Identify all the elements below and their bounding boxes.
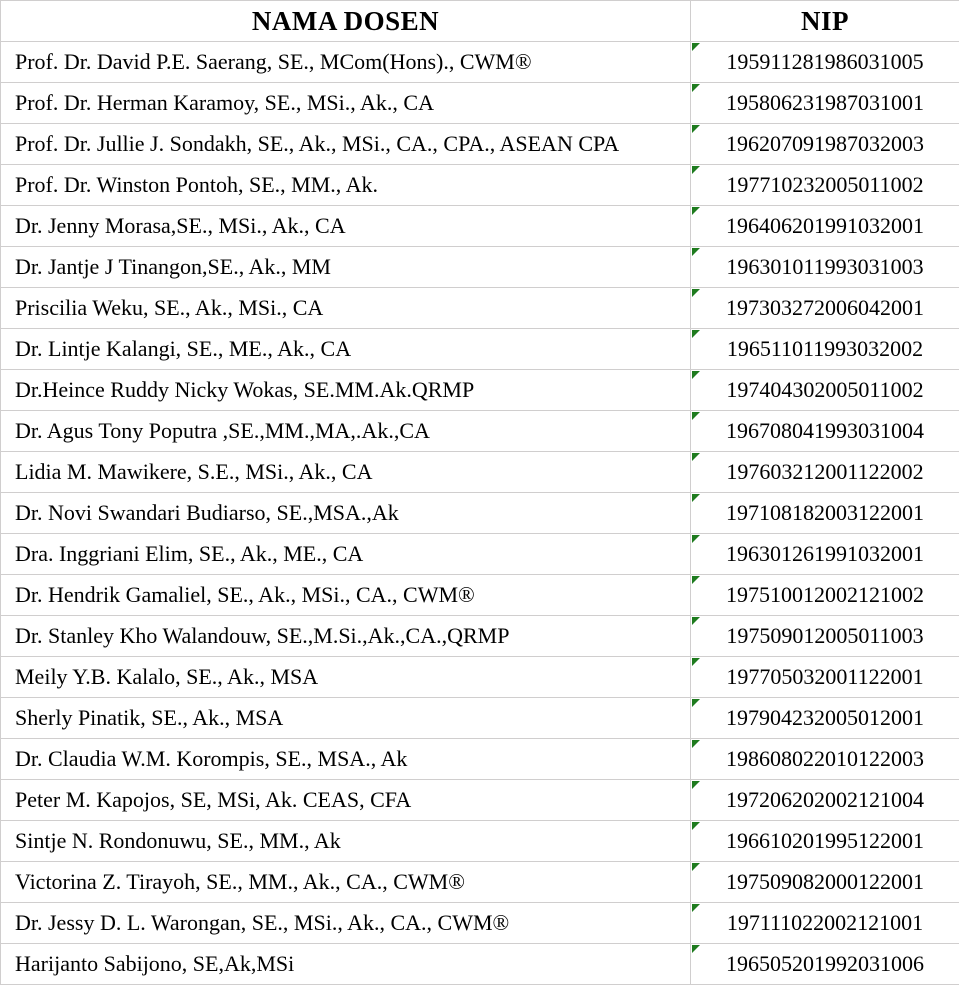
lecturer-name-text: Priscilia Weku, SE., Ak., MSi., CA <box>15 295 324 320</box>
excel-error-indicator-icon <box>692 822 700 830</box>
nip-cell[interactable] <box>691 657 959 698</box>
lecturer-name-text: Victorina Z. Tirayoh, SE., MM., Ak., CA., CWM® <box>15 869 465 894</box>
excel-error-indicator-icon <box>692 371 700 379</box>
nip-value-text: 197509012005011003 <box>726 623 924 648</box>
nip-value-text: 197404302005011002 <box>726 377 924 402</box>
excel-error-indicator-icon <box>692 166 700 174</box>
excel-error-indicator-icon <box>692 494 700 502</box>
nip-value-text: 196207091987032003 <box>726 131 924 156</box>
lecturer-name-text: Prof. Dr. Winston Pontoh, SE., MM., Ak. <box>15 172 378 197</box>
lecturer-name-text: Dr. Jessy D. L. Warongan, SE., MSi., Ak., CA., CWM® <box>15 910 510 935</box>
lecturer-name-text: Dr. Agus Tony Poputra ,SE.,MM.,MA,.Ak.,CA <box>15 418 430 443</box>
lecturer-name-cell[interactable] <box>1 124 691 165</box>
excel-error-indicator-icon <box>692 904 700 912</box>
nip-cell[interactable] <box>691 370 959 411</box>
excel-error-indicator-icon <box>692 330 700 338</box>
nip-value-text: 196301261991032001 <box>726 541 924 566</box>
lecturer-name-text: Dr. Jenny Morasa,SE., MSi., Ak., CA <box>15 213 346 238</box>
lecturer-name-text: Prof. Dr. Herman Karamoy, SE., MSi., Ak., CA <box>15 90 434 115</box>
table-row <box>1 698 959 739</box>
excel-error-indicator-icon <box>692 43 700 51</box>
nip-cell[interactable] <box>691 534 959 575</box>
table-row <box>1 370 959 411</box>
lecturer-name-text: Dr. Lintje Kalangi, SE., ME., Ak., CA <box>15 336 352 361</box>
nip-cell[interactable] <box>691 165 959 206</box>
excel-error-indicator-icon <box>692 781 700 789</box>
table-row <box>1 862 959 903</box>
nip-cell[interactable] <box>691 862 959 903</box>
excel-error-indicator-icon <box>692 125 700 133</box>
nip-cell[interactable] <box>691 452 959 493</box>
lecturer-name-text: Meily Y.B. Kalalo, SE., Ak., MSA <box>15 664 319 689</box>
lecturer-name-text: Prof. Dr. David P.E. Saerang, SE., MCom(Hons)., CWM® <box>15 49 532 74</box>
nip-cell[interactable] <box>691 780 959 821</box>
lecturer-name-cell[interactable] <box>1 411 691 452</box>
nip-cell[interactable] <box>691 247 959 288</box>
nip-cell[interactable] <box>691 698 959 739</box>
excel-error-indicator-icon <box>692 617 700 625</box>
nip-cell[interactable] <box>691 206 959 247</box>
table-row <box>1 903 959 944</box>
lecturer-name-text: Harijanto Sabijono, SE,Ak,MSi <box>15 951 295 976</box>
lecturer-name-cell[interactable] <box>1 452 691 493</box>
excel-error-indicator-icon <box>692 535 700 543</box>
nip-cell[interactable] <box>691 493 959 534</box>
table-row <box>1 739 959 780</box>
nip-cell[interactable] <box>691 83 959 124</box>
nip-value-text: 197603212001122002 <box>726 459 924 484</box>
lecturer-name-cell[interactable] <box>1 944 691 985</box>
nip-cell[interactable] <box>691 288 959 329</box>
lecturer-name-text: Dr. Hendrik Gamaliel, SE., Ak., MSi., CA., CWM® <box>15 582 475 607</box>
lecturer-name-cell[interactable] <box>1 698 691 739</box>
column-header-nama-dosen[interactable]: NAMA DOSEN <box>1 1 691 42</box>
table-row <box>1 616 959 657</box>
lecturer-name-text: Dr. Jantje J Tinangon,SE., Ak., MM <box>15 254 331 279</box>
nip-value-text: 195911281986031005 <box>726 49 924 74</box>
excel-error-indicator-icon <box>692 207 700 215</box>
lecturer-name-cell[interactable] <box>1 862 691 903</box>
lecturer-name-text: Sherly Pinatik, SE., Ak., MSA <box>15 705 284 730</box>
table-row <box>1 124 959 165</box>
lecturer-name-cell[interactable] <box>1 780 691 821</box>
table-row <box>1 944 959 985</box>
nip-cell[interactable] <box>691 821 959 862</box>
excel-error-indicator-icon <box>692 289 700 297</box>
nip-value-text: 197111022002121001 <box>726 910 924 935</box>
lecturer-name-text: Dr.Heince Ruddy Nicky Wokas, SE.MM.Ak.QRMP <box>15 377 475 402</box>
excel-error-indicator-icon <box>692 658 700 666</box>
nip-cell[interactable] <box>691 616 959 657</box>
lecturer-name-cell[interactable] <box>1 288 691 329</box>
lecturer-name-text: Prof. Dr. Jullie J. Sondakh, SE., Ak., MSi., CA., CPA., ASEAN CPA <box>15 131 620 156</box>
lecturer-name-text: Sintje N. Rondonuwu, SE., MM., Ak <box>15 828 341 853</box>
lecturer-name-cell[interactable] <box>1 739 691 780</box>
table-row <box>1 452 959 493</box>
nip-value-text: 196406201991032001 <box>726 213 924 238</box>
lecturer-name-cell[interactable] <box>1 329 691 370</box>
lecturer-name-cell[interactable] <box>1 493 691 534</box>
lecturer-name-cell[interactable] <box>1 616 691 657</box>
table-row <box>1 206 959 247</box>
excel-error-indicator-icon <box>692 248 700 256</box>
lecturer-name-cell[interactable] <box>1 83 691 124</box>
nip-value-text: 196708041993031004 <box>726 418 924 443</box>
nip-cell[interactable] <box>691 42 959 83</box>
lecturer-name-cell[interactable] <box>1 165 691 206</box>
lecturer-name-cell[interactable] <box>1 370 691 411</box>
lecturer-name-cell[interactable] <box>1 575 691 616</box>
table-row <box>1 83 959 124</box>
nip-cell[interactable] <box>691 739 959 780</box>
nip-value-text: 196301011993031003 <box>726 254 924 279</box>
nip-cell[interactable] <box>691 329 959 370</box>
table-row <box>1 411 959 452</box>
lecturer-name-text: Dr. Novi Swandari Budiarso, SE.,MSA.,Ak <box>15 500 399 525</box>
table-row <box>1 657 959 698</box>
table-row <box>1 493 959 534</box>
nip-cell[interactable] <box>691 124 959 165</box>
nip-cell[interactable] <box>691 944 959 985</box>
nip-value-text: 197206202002121004 <box>726 787 924 812</box>
lecturer-name-text: Lidia M. Mawikere, S.E., MSi., Ak., CA <box>15 459 373 484</box>
lecturer-name-text: Dr. Stanley Kho Walandouw, SE.,M.Si.,Ak.,CA.,QRMP <box>15 623 510 648</box>
table-row <box>1 821 959 862</box>
nip-value-text: 196511011993032002 <box>726 336 924 361</box>
nip-value-text: 197705032001122001 <box>726 664 924 689</box>
lecturer-name-cell[interactable] <box>1 42 691 83</box>
nip-value-text: 197510012002121002 <box>726 582 924 607</box>
excel-error-indicator-icon <box>692 84 700 92</box>
lecturer-name-cell[interactable] <box>1 903 691 944</box>
excel-error-indicator-icon <box>692 412 700 420</box>
nip-cell[interactable] <box>691 575 959 616</box>
lecturer-name-text: Peter M. Kapojos, SE, MSi, Ak. CEAS, CFA <box>15 787 412 812</box>
lecturer-name-text: Dr. Claudia W.M. Korompis, SE., MSA., Ak <box>15 746 408 771</box>
nip-cell[interactable] <box>691 903 959 944</box>
excel-error-indicator-icon <box>692 740 700 748</box>
nip-value-text: 196610201995122001 <box>726 828 924 853</box>
nip-value-text: 197108182003122001 <box>726 500 924 525</box>
nip-value-text: 197303272006042001 <box>726 295 924 320</box>
lecturer-name-cell[interactable] <box>1 206 691 247</box>
table-row <box>1 42 959 83</box>
lecturer-name-cell[interactable] <box>1 821 691 862</box>
table-row <box>1 329 959 370</box>
excel-error-indicator-icon <box>692 576 700 584</box>
table-row <box>1 165 959 206</box>
table-row <box>1 780 959 821</box>
excel-error-indicator-icon <box>692 945 700 953</box>
excel-error-indicator-icon <box>692 863 700 871</box>
nip-value-text: 197904232005012001 <box>726 705 924 730</box>
nip-value-text: 195806231987031001 <box>726 90 924 115</box>
nip-value-text: 197710232005011002 <box>726 172 924 197</box>
excel-error-indicator-icon <box>692 699 700 707</box>
column-header-nip[interactable]: NIP <box>691 1 959 42</box>
nip-value-text: 196505201992031006 <box>726 951 924 976</box>
lecturer-name-cell[interactable] <box>1 657 691 698</box>
lecturer-name-cell[interactable] <box>1 534 691 575</box>
table-row <box>1 247 959 288</box>
nip-value-text: 197509082000122001 <box>726 869 924 894</box>
table-row <box>1 534 959 575</box>
lecturer-name-text: Dra. Inggriani Elim, SE., Ak., ME., CA <box>15 541 364 566</box>
nip-cell[interactable] <box>691 411 959 452</box>
table-row <box>1 288 959 329</box>
excel-error-indicator-icon <box>692 453 700 461</box>
lecturer-name-cell[interactable] <box>1 247 691 288</box>
header-row <box>1 1 959 42</box>
table-row <box>1 575 959 616</box>
nip-value-text: 198608022010122003 <box>726 746 924 771</box>
